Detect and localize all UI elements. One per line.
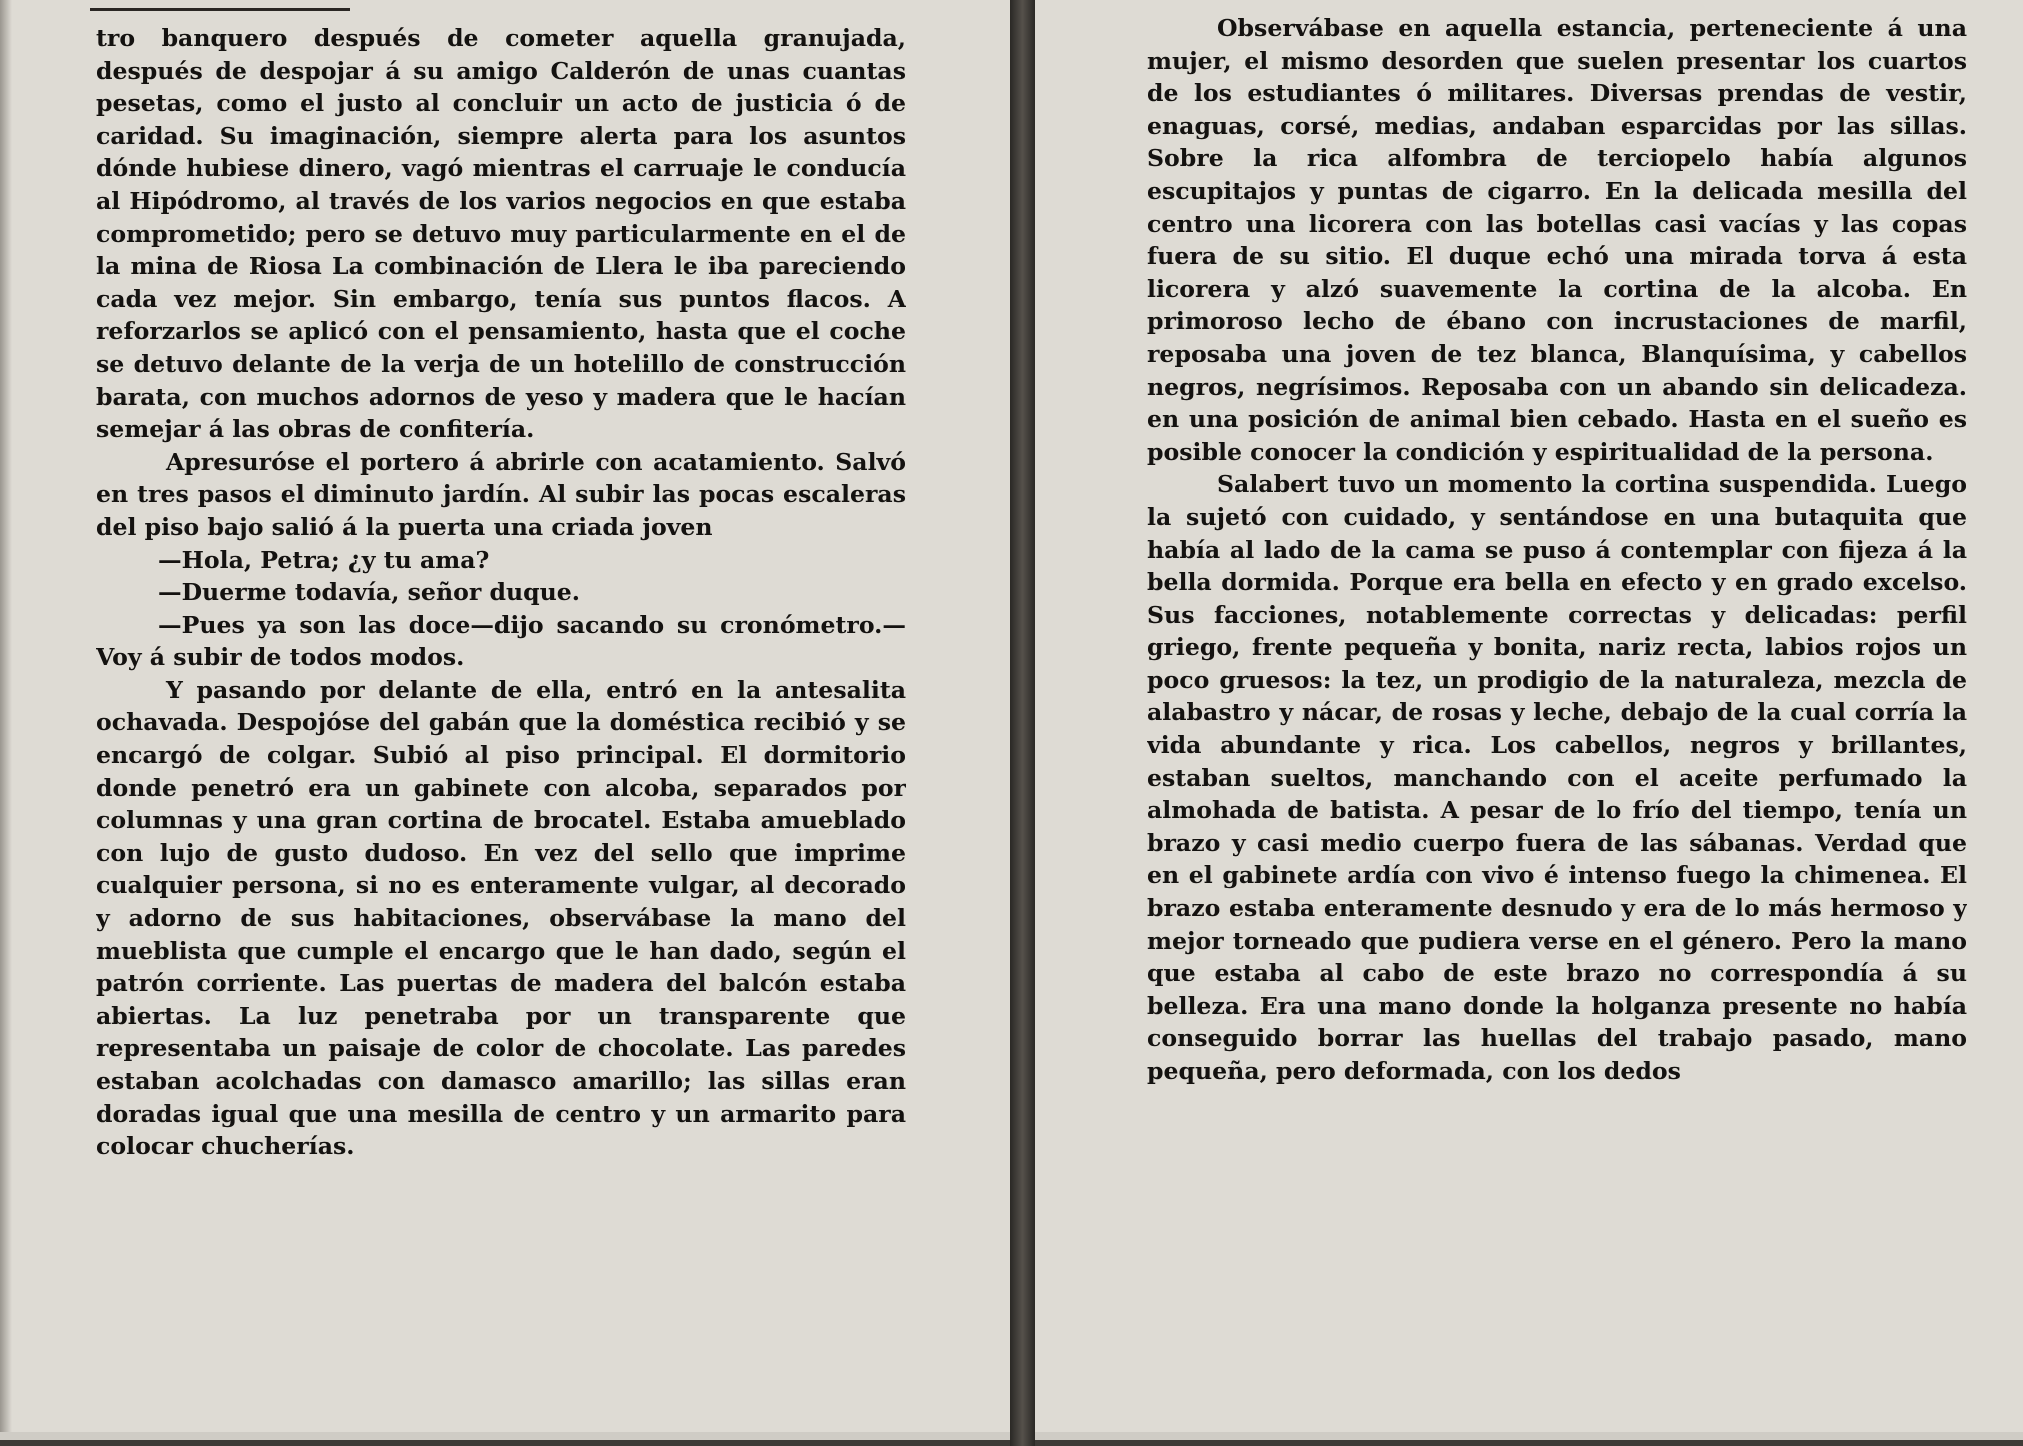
paragraph: Y pasando por delante de ella, entró en la antesalita ochavada. Despojóse del gabán que la doméstica recibió y se encargó de colgar. Subió al piso principal. El dormitorio donde penetró era un gabinete con alcoba, separados por columnas y una gran cortina de brocatel. Estaba amueblado con lujo de gusto dudoso. En vez del sello que imprime cualquier persona, si no es enteramente vulgar, al decorado y adorno de sus habitaciones, observábase la mano del mueblista que cumple el encargo que le han dado, según el patrón corriente. Las puertas de madera del balcón estaba abiertas. La luz penetraba por un transparente que representaba un paisaje de color de chocolate. Las paredes estaban acolchadas con damasco amarillo; las sillas eran doradas igual que una mesilla de centro y un armarito para colocar chucherías. [96, 675, 906, 1161]
dialog-line: —Duerme todavía, señor duque. [158, 578, 581, 607]
left-page-text [96, 22, 906, 1272]
paragraph: Observábase en aquella estancia, perteneciente á una mujer, el mismo desorden que suelen presentar los cuartos de los estudiantes ó militares. Diversas prendas de vestir, enaguas, corsé, medias, andaban esparcidas por las sillas. Sobre la rica alfombra de terciopelo había algunos escupitajos y puntas de cigarro. En la delicada mesilla del centro una licorera con las botellas casi vacías y las copas fuera de su sitio. El duque echó una mirada torva á esta licorera y alzó suavemente la cortina de la alcoba. En primoroso lecho de ébano con incrustaciones de marfil, reposaba una joven de tez blanca, Blanquísima, y cabellos negros, negrísimos. Reposaba con un abando sin delicadeza. en una posición de animal bien cebado. Hasta en el sueño es posible conocer la condición y espiritualidad de la persona. [1147, 14, 1967, 466]
dialog-line: —Pues ya son las doce—dijo sacando su cronómetro.—Voy á subir de todos modos. [96, 610, 906, 672]
paragraph: tro banquero después de cometer aquella granujada, después de despojar á su amigo Calderón de unas cuantas pesetas, como el justo al concluir un acto de justicia ó de caridad. Su imaginación, siempre alerta para los asuntos dónde hubiese dinero, vagó mientras el carruaje le conducía al Hipódromo, al través de los varios negocios en que estaba comprometido; pero se detuvo muy particularmente en el de la mina de Riosa La combinación de Llera le iba pareciendo cada vez mejor. Sin embargo, tenía sus puntos flacos. A reforzarlos se aplicó con el pensamiento, hasta que el coche se detuvo delante de la verja de un hotelillo de construcción barata, con muchos adornos de yeso y madera que le hacían semejar á las obras de confitería. [96, 24, 906, 444]
right-page [1035, 0, 2023, 1440]
header-rule [90, 8, 350, 11]
left-page [0, 0, 1010, 1440]
page-bottom-edge [1035, 1432, 2023, 1440]
dialog-line: —Hola, Petra; ¿y tu ama? [158, 545, 490, 574]
page-bottom-edge [0, 1432, 1010, 1440]
right-page-text [1147, 12, 1967, 1272]
paragraph: Salabert tuvo un momento la cortina suspendida. Luego la sujetó con cuidado, y sentándose en una butaquita que había al lado de la cama se puso á contemplar con fijeza á la bella dormida. Porque era bella en efecto y en grado excelso. Sus facciones, notablemente correctas y delicadas: perfil griego, frente pequeña y bonita, nariz recta, labios rojos un poco gruesos: la tez, un prodigio de la naturaleza, mezcla de alabastro y nácar, de rosas y leche, debajo de la cual corría la vida abundante y rica. Los cabellos, negros y brillantes, estaban sueltos, manchando con el aceite perfumado la almohada de batista. A pesar de lo frío del tiempo, tenía un brazo y casi medio cuerpo fuera de las sábanas. Verdad que en el gabinete ardía con vivo é intenso fuego la chimenea. El brazo estaba enteramente desnudo y era de lo más hermoso y mejor torneado que pudiera verse en el género. Pero la mano que estaba al cabo de este brazo no correspondía á su belleza. Era una mano donde la holganza presente no había conseguido borrar las huellas del trabajo pasado, mano pequeña, pero deformada, con los dedos [1147, 470, 1967, 1085]
paragraph: Apresuróse el portero á abrirle con acatamiento. Salvó en tres pasos el diminuto jardín. Al subir las pocas escaleras del piso bajo salió á la puerta una criada joven [96, 447, 906, 541]
book-gutter [1010, 0, 1035, 1446]
page-edge-shadow [0, 0, 12, 1440]
